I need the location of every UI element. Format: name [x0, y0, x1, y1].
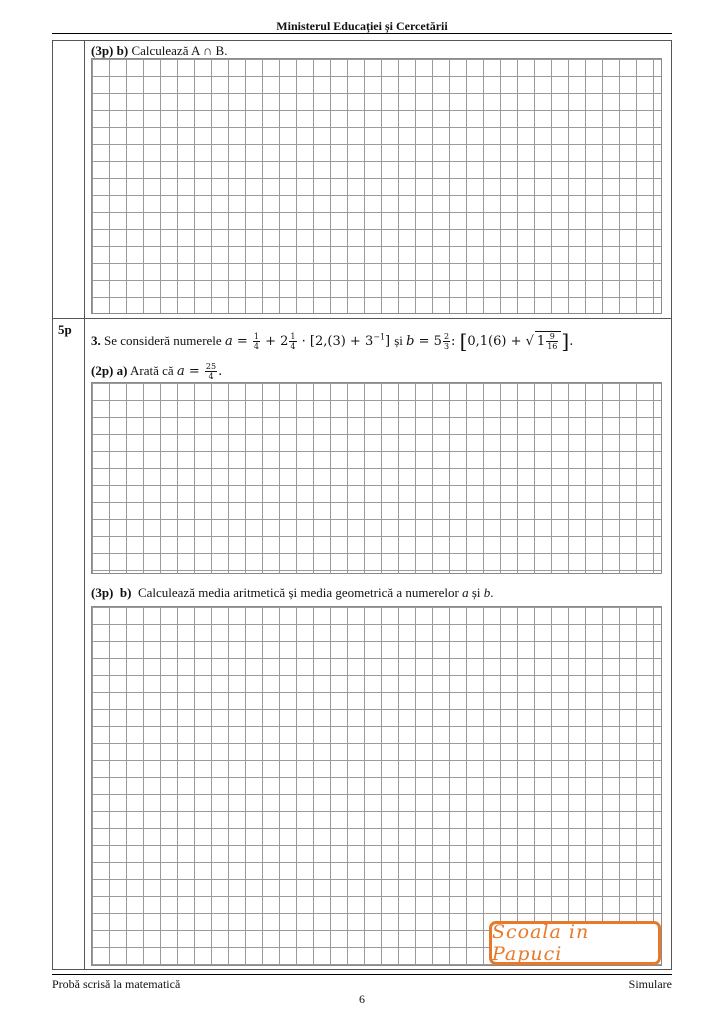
part-b-points: (3p): [91, 585, 114, 600]
header-rule: [52, 33, 672, 34]
footer-exam-type: Simulare: [628, 977, 672, 991]
part-a-formula: a = $\frac{25}{4}$ .: [176, 362, 223, 381]
part-a-statement: [91, 362, 222, 381]
part-b-text: Calculează media aritmetică și media geometrică a numerelor: [137, 585, 459, 600]
part-a-label: a): [116, 363, 128, 378]
part-a-points: (2p): [91, 363, 114, 378]
footer-rule: [52, 974, 672, 975]
formula-a: a = $\frac{1}{4}$ + 2 $\frac{1}{4}$ · $[2,(3) + 3^{-1}]$: [224, 332, 391, 351]
part-b-var-b: b: [483, 585, 491, 600]
exercise-score: 5p: [58, 322, 72, 337]
part-b-label: b): [119, 585, 132, 600]
page-number: 6: [359, 992, 365, 1006]
exercise-intro: Se consideră numerele: [104, 333, 222, 348]
formula-b: b = 5 $\frac{2}{3}$ : [0,1(6) + √ 1 $\frac{9}{16}$ ].: [406, 329, 574, 353]
document-header: Ministerul Educației și Cercetării: [276, 19, 448, 33]
exercise-number: 3.: [91, 333, 101, 348]
footer-exam-name: Probă scrisă la matematică: [52, 977, 181, 991]
answer-grid-top[interactable]: [91, 58, 662, 314]
top-task-text: Calculează A ∩ B.: [131, 43, 228, 58]
top-task-label: b): [116, 43, 129, 58]
part-b-statement: [91, 585, 494, 601]
part-b-end: .: [490, 585, 494, 600]
score-column-divider: [84, 40, 85, 970]
answer-grid-part-a[interactable]: [91, 382, 662, 574]
logo-text: Scoala in Papuci: [492, 921, 590, 965]
part-a-frac-den: 4: [208, 372, 214, 381]
scoala-in-papuci-logo: [489, 921, 661, 965]
part-b-conj: și: [471, 585, 481, 600]
part-a-text: Arată că: [130, 363, 174, 378]
and-word: și: [394, 333, 403, 348]
part-b-var-a: a: [462, 585, 469, 600]
part-a-frac-num: 25: [205, 362, 217, 371]
exercise-3-statement: [91, 329, 573, 353]
answer-grid-part-b[interactable]: [91, 606, 662, 966]
top-task-points: (3p): [91, 43, 114, 58]
exercise-divider: [52, 318, 672, 319]
top-task-b: [91, 43, 227, 59]
